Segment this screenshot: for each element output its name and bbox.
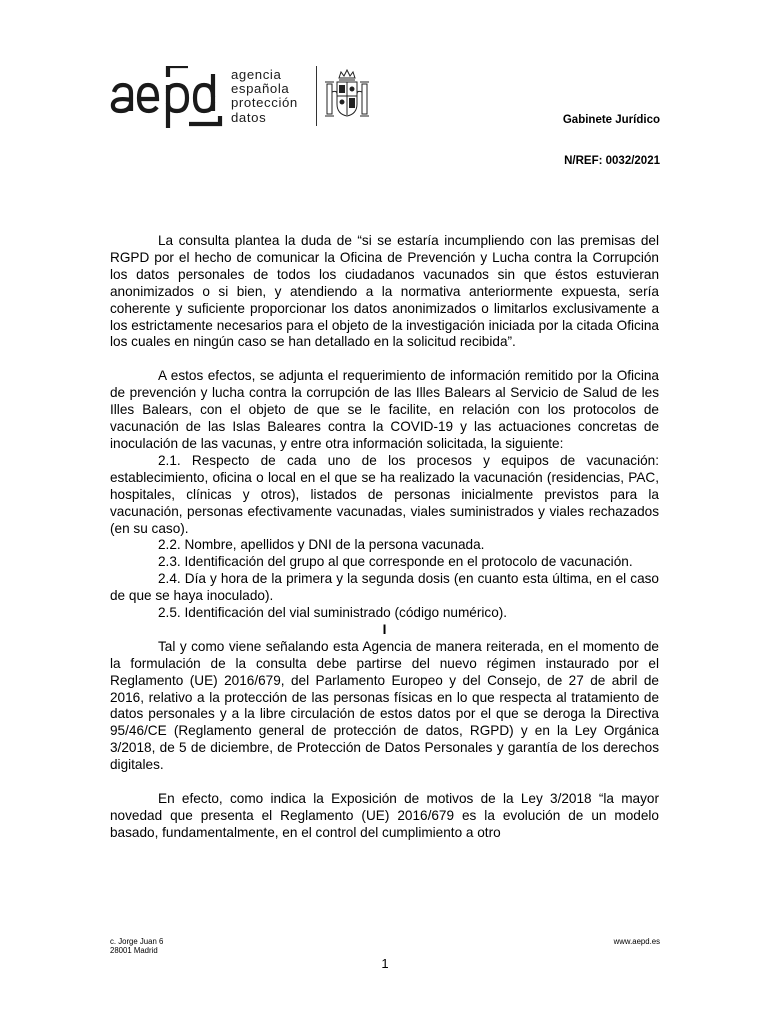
page-number: 1 bbox=[381, 956, 389, 971]
paragraph-consulta: La consulta plantea la duda de “si se estaría incumpliendo con las premisas del RGPD por el hecho de comunicar la Oficina de Prevención y Lucha contra la Corrupción los datos personales de todos los ciudadanos vacunados sin que éstos estuvieran anonimizados o si bien, y atendiendo a la normativa anteriormente expuesta, sería coherente y suficiente proporcionar los datos anonimizados o limitarlos exclusivamente a los estrictamente necesarios para el objeto de la investigación iniciada por la citada Oficina los cuales en ningún caso se han detallado en la solicitud recibida”. bbox=[110, 233, 659, 350]
coat-of-arms-icon bbox=[324, 68, 370, 124]
address-city: 28001 Madrid bbox=[110, 946, 158, 955]
logo-wordmark bbox=[231, 68, 298, 125]
list-item-2-1: 2.1. Respecto de cada uno de los procesos y equipos de vacunación: establecimiento, oficina o local en el que se ha realizado la vacunación (residencias, PAC, hospitales, clínicas y otros), listados de personas inicialmente previstos para la vacunación, personas efectivamente vacunadas, viales suministrados y viales rechazados (en su caso). bbox=[110, 452, 659, 536]
footer-address bbox=[110, 937, 163, 955]
paragraph-exposicion: En efecto, como indica la Exposición de motivos de la Ley 3/2018 “la mayor novedad que presenta el Reglamento (UE) 2016/679 es la evolución de un modelo basado, fundamentalmente, en el control del cumplimiento a otro bbox=[110, 791, 659, 840]
address-street: c. Jorge Juan 6 bbox=[110, 937, 164, 946]
paragraph-regimen: Tal y como viene señalando esta Agencia de manera reiterada, en el momento de la formulación de la consulta debe partirse del nuevo régimen instaurado por el Reglamento (UE) 2016/679, del Parlamento Europeo y del Consejo, de 27 de abril de 2016, relativo a la protección de las personas físicas en lo que respecta al tratamiento de datos personales y a la libre circulación de estos datos por el que se deroga la Directiva 95/46/CE (Reglamento general de protección de datos, RGPD) y en la Ley Orgánica 3/2018, de 5 de diciembre, de Protección de Datos Personales y garantía de los derechos digitales. bbox=[110, 638, 659, 773]
list-item-2-3: 2.3. Identificación del grupo al que corresponde en el protocolo de vacunación. bbox=[158, 554, 633, 570]
document-body bbox=[110, 233, 659, 842]
list-item-2-5: 2.5. Identificación del vial suministrado (código numérico). bbox=[158, 605, 508, 621]
logo-divider bbox=[316, 66, 317, 126]
logo-line-agencia: agencia bbox=[231, 67, 282, 82]
logo-line-espanola: española bbox=[231, 81, 290, 97]
footer-website-link[interactable]: www.aepd.es bbox=[613, 937, 660, 946]
reference-number: N/REF: 0032/2021 bbox=[564, 155, 660, 167]
aepd-logo bbox=[110, 66, 380, 128]
section-heading: I bbox=[382, 621, 387, 637]
logo-line-proteccion: protección bbox=[231, 95, 298, 111]
aepd-logo-mark bbox=[110, 66, 228, 128]
department-label: Gabinete Jurídico bbox=[562, 114, 660, 126]
logo-line-datos: datos bbox=[231, 109, 267, 125]
list-item-2-4: 2.4. Día y hora de la primera y la segunda dosis (en cuanto esta última, en el caso de que se haya inoculado). bbox=[110, 571, 659, 604]
list-item-2-2: 2.2. Nombre, apellidos y DNI de la persona vacunada. bbox=[158, 537, 485, 553]
paragraph-requerimiento: A estos efectos, se adjunta el requerimiento de información remitido por la Oficina de prevención y lucha contra la corrupción de las Illes Balears al Servicio de Salud de les Illes Balears, con el objeto de que se le facilite, en relación con los protocolos de vacunación de las Islas Baleares contra la COVID-19 y las actuaciones concretas de inoculación de las vacunas, y entre otra información solicitada, la siguiente: bbox=[110, 368, 659, 451]
